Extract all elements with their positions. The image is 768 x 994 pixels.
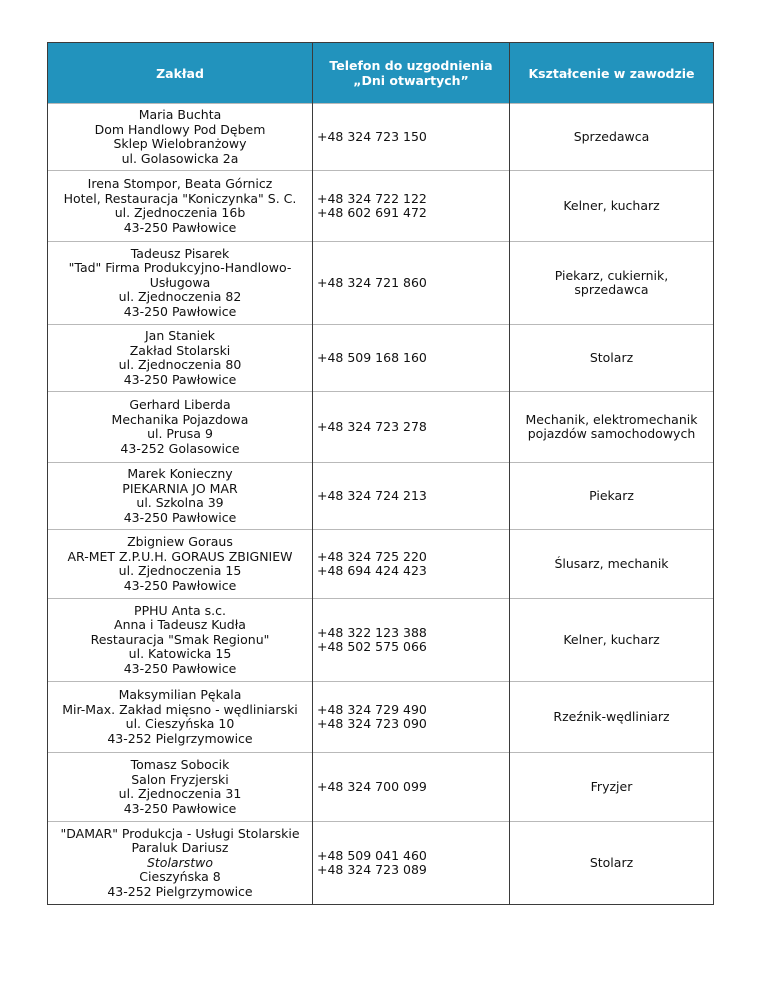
zaklad-line: Gerhard Liberda xyxy=(129,397,231,412)
zawod-cell xyxy=(510,171,714,242)
zaklad-line: 43-250 Pawłowice xyxy=(123,660,237,676)
table-row xyxy=(48,753,714,822)
zawod-cell xyxy=(510,104,714,171)
table-row xyxy=(48,463,714,530)
telefon-cell xyxy=(313,104,510,171)
phone-number: +48 324 723 150 xyxy=(317,128,427,144)
zaklad-cell xyxy=(48,325,313,392)
zawod-line: Piekarz, cukiernik, xyxy=(554,267,669,283)
table-row xyxy=(48,822,714,905)
zaklad-cell xyxy=(48,822,313,905)
telefon-cell xyxy=(313,325,510,392)
zaklad-line: Dom Handlowy Pod Dębem xyxy=(94,121,266,137)
zawod-line: Fryzjer xyxy=(590,778,633,794)
phone-number: +48 324 722 122 xyxy=(317,190,427,206)
zaklad-line: Stolarstwo xyxy=(146,854,214,870)
zaklad-cell xyxy=(48,599,313,682)
telefon-cell xyxy=(313,392,510,463)
table-row xyxy=(48,530,714,599)
zaklad-line: 43-250 Pawłowice xyxy=(123,577,237,593)
table-row xyxy=(48,392,714,463)
zaklad-line: Cieszyńska 8 xyxy=(139,869,221,885)
telefon-cell xyxy=(313,171,510,242)
phone-number: +48 324 700 099 xyxy=(317,778,427,794)
zaklad-line: ul. Zjednoczenia 82 xyxy=(118,289,242,305)
zaklad-line: 43-250 Pawłowice xyxy=(123,219,237,235)
zaklad-line: Salon Fryzjerski xyxy=(131,771,229,787)
zawod-cell xyxy=(510,599,714,682)
zaklad-line: ul. Szkolna 39 xyxy=(136,495,224,510)
zaklad-line: Tomasz Sobocik xyxy=(130,757,230,772)
zawod-cell xyxy=(510,682,714,753)
zaklad-cell xyxy=(48,682,313,753)
zaklad-cell xyxy=(48,463,313,530)
table-header-row xyxy=(48,43,714,104)
zaklad-cell xyxy=(48,530,313,599)
column-header-zaklad: Zakład xyxy=(48,43,313,104)
phone-number: +48 324 723 089 xyxy=(317,862,427,877)
zaklad-cell xyxy=(48,242,313,325)
zaklad-line: Usługowa xyxy=(149,274,211,290)
telefon-cell xyxy=(313,242,510,325)
zaklad-line: Zbigniew Goraus xyxy=(127,534,233,549)
zaklad-line: Hotel, Restauracja "Koniczynka" S. C. xyxy=(63,190,297,206)
phone-number: +48 602 691 472 xyxy=(317,205,427,220)
zawod-line: Kelner, kucharz xyxy=(563,197,660,213)
zaklad-line: 43-252 Pielgrzymowice xyxy=(107,730,253,746)
phone-number: +48 324 721 860 xyxy=(317,274,427,290)
phone-number: +48 324 724 213 xyxy=(317,487,427,503)
zawod-cell xyxy=(510,242,714,325)
zaklad-line: Sklep Wielobranżowy xyxy=(113,136,247,151)
zaklad-line: 43-252 Golasowice xyxy=(120,440,240,456)
zaklad-cell xyxy=(48,392,313,463)
zawod-line: Sprzedawca xyxy=(573,128,650,144)
zaklad-line: Restauracja "Smak Regionu" xyxy=(90,631,270,647)
zaklad-cell xyxy=(48,104,313,171)
zaklad-line: Tadeusz Pisarek xyxy=(130,245,230,261)
zaklad-line: ul. Zjednoczenia 16b xyxy=(114,205,246,220)
column-header-telefon xyxy=(313,43,510,104)
zaklad-line: Zakład Stolarski xyxy=(129,342,231,358)
table-row xyxy=(48,242,714,325)
zawod-line: Piekarz xyxy=(589,487,634,503)
zaklad-line: Maksymilian Pękala xyxy=(118,687,242,702)
zawod-line: pojazdów samochodowych xyxy=(527,426,696,441)
phone-number: +48 509 041 460 xyxy=(317,847,427,863)
telefon-cell xyxy=(313,682,510,753)
zaklad-line: PPHU Anta s.c. xyxy=(134,602,226,618)
zaklad-line: Mechanika Pojazdowa xyxy=(111,411,249,427)
zaklad-line: ul. Prusa 9 xyxy=(147,426,213,441)
zawod-line: Rzeźnik-wędliniarz xyxy=(553,708,670,724)
telefon-cell xyxy=(313,463,510,530)
zaklad-cell xyxy=(48,753,313,822)
zaklad-line: Irena Stompor, Beata Górnicz xyxy=(87,176,273,191)
zaklad-line: "Tad" Firma Produkcyjno-Handlowo- xyxy=(68,260,292,276)
zaklad-line: Anna i Tadeusz Kudła xyxy=(114,617,246,633)
zaklad-line: ul. Cieszyńska 10 xyxy=(125,716,235,731)
open-days-table xyxy=(47,42,714,905)
column-header-zawod: Kształcenie w zawodzie xyxy=(510,43,714,104)
zaklad-line: "DAMAR" Produkcja - Usługi Stolarskie xyxy=(60,825,300,841)
zawod-line: sprzedawca xyxy=(574,282,649,297)
zaklad-line: ul. Golasowicka 2a xyxy=(121,150,239,166)
table-row xyxy=(48,599,714,682)
zaklad-line: 43-250 Pawłowice xyxy=(123,800,237,816)
zaklad-line: 43-250 Pawłowice xyxy=(123,303,237,319)
zaklad-line: Maria Buchta xyxy=(138,107,222,122)
zaklad-line: ul. Zjednoczenia 31 xyxy=(118,786,242,801)
zawod-cell xyxy=(510,392,714,463)
zawod-cell xyxy=(510,463,714,530)
zawod-cell xyxy=(510,753,714,822)
telefon-cell xyxy=(313,530,510,599)
phone-number: +48 324 723 090 xyxy=(317,716,427,731)
zawod-line: Ślusarz, mechanik xyxy=(554,555,669,571)
zaklad-line: Paraluk Dariusz xyxy=(131,840,229,856)
zaklad-line: Marek Konieczny xyxy=(127,466,233,481)
telefon-cell xyxy=(313,753,510,822)
phone-number: +48 502 575 066 xyxy=(317,639,427,654)
column-header-telefon-line2: „Dni otwartych” xyxy=(353,73,469,88)
zawod-cell xyxy=(510,822,714,905)
zaklad-line: Mir-Max. Zakład mięsno - wędliniarski xyxy=(62,701,298,717)
table-row xyxy=(48,104,714,171)
zaklad-line: ul. Zjednoczenia 80 xyxy=(118,357,242,372)
table-row xyxy=(48,682,714,753)
zaklad-cell xyxy=(48,171,313,242)
zaklad-line: 43-250 Pawłowice xyxy=(123,371,237,387)
zawod-line: Stolarz xyxy=(589,854,634,870)
zaklad-line: ul. Katowicka 15 xyxy=(128,646,232,662)
telefon-cell xyxy=(313,599,510,682)
phone-number: +48 509 168 160 xyxy=(317,349,427,365)
table-row xyxy=(48,171,714,242)
zaklad-line: Jan Staniek xyxy=(144,328,216,343)
zaklad-line: 43-250 Pawłowice xyxy=(123,509,237,525)
phone-number: +48 324 725 220 xyxy=(317,548,427,564)
phone-number: +48 324 723 278 xyxy=(317,418,427,434)
zaklad-line: ul. Zjednoczenia 15 xyxy=(118,563,242,578)
zaklad-line: 43-252 Pielgrzymowice xyxy=(107,883,253,899)
zaklad-line: AR-MET Z.P.U.H. GORAUS ZBIGNIEW xyxy=(67,548,293,564)
zawod-line: Stolarz xyxy=(589,349,634,365)
zawod-cell xyxy=(510,530,714,599)
zaklad-line: PIEKARNIA JO MAR xyxy=(122,480,238,496)
zawod-line: Mechanik, elektromechanik xyxy=(525,411,698,427)
phone-number: +48 694 424 423 xyxy=(317,563,427,578)
table-row xyxy=(48,325,714,392)
phone-number: +48 324 729 490 xyxy=(317,701,427,717)
phone-number: +48 322 123 388 xyxy=(317,624,427,640)
column-header-telefon-line1: Telefon do uzgodnienia xyxy=(329,58,493,73)
zawod-cell xyxy=(510,325,714,392)
zawod-line: Kelner, kucharz xyxy=(563,631,660,647)
telefon-cell xyxy=(313,822,510,905)
